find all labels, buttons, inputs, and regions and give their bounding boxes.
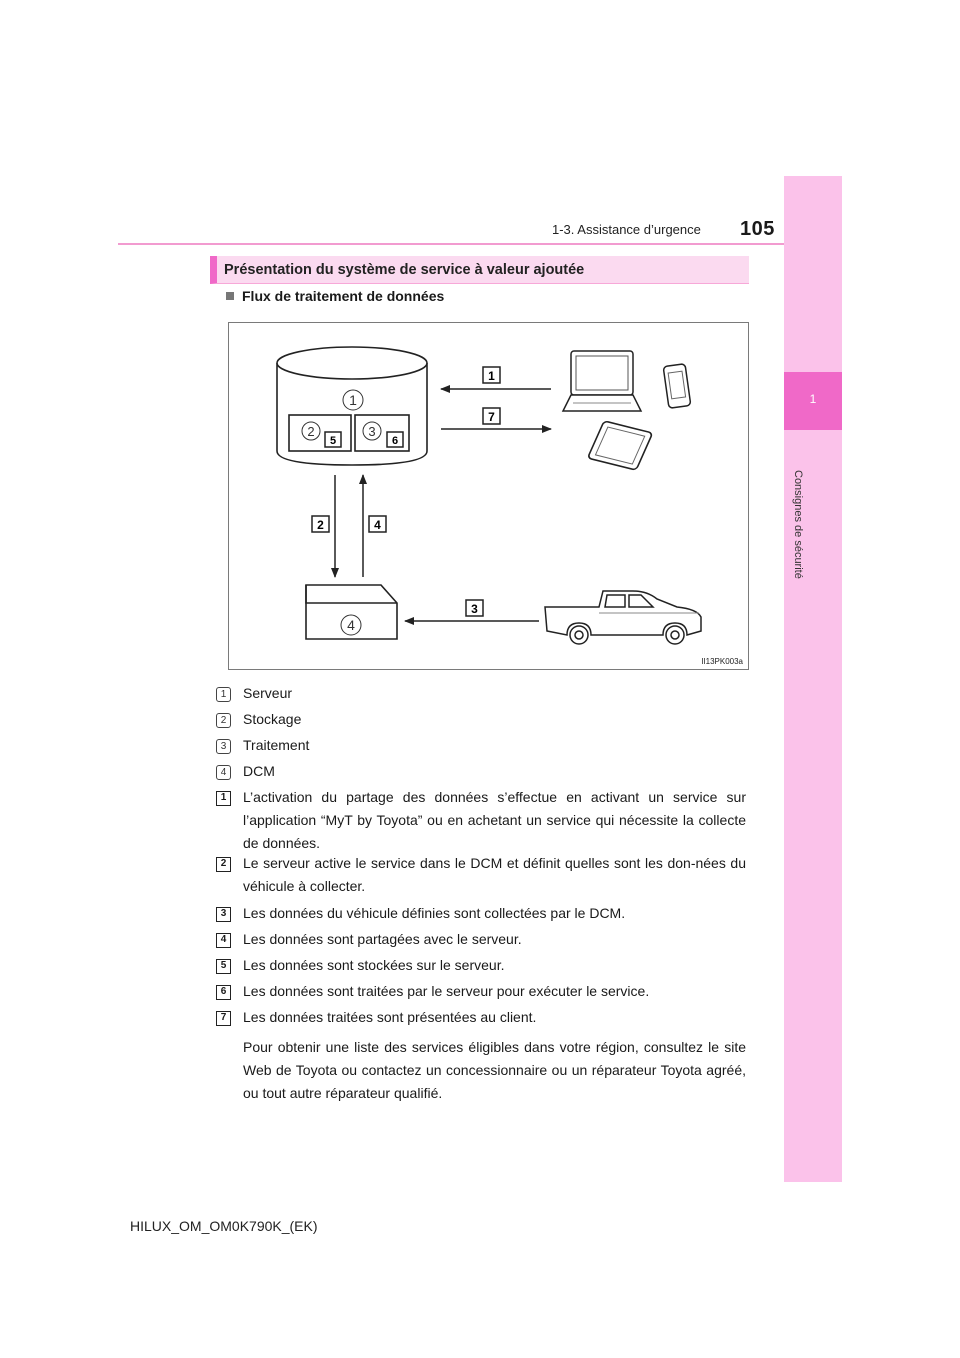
chapter-side-tab [784,176,842,1182]
legend-text: Le serveur active le service dans le DCM et définit quelles sont les don-nées du véhicule à collecter. [243,855,746,894]
legend-marker: 1 [216,687,231,702]
legend-marker: 1 [216,791,231,806]
box-marker-1-label: 1 [488,369,495,383]
legend-text: Les données sont traitées par le serveur pour exécuter le service. [243,983,650,999]
box-marker-6-label: 6 [391,435,399,447]
document-code: HILUX_OM_OM0K790K_(EK) [130,1218,318,1234]
legend-marker: 3 [216,907,231,922]
box-marker-2-label: 2 [317,518,324,532]
box-marker-3 [466,600,483,616]
box-marker-7-label: 7 [488,410,495,424]
legend-text: L’activation du partage des données s’effectue en activant un service sur l’application “MyT by Toyota” ou en achetant un service qui nécessite la collecte de données. [243,789,746,851]
box-marker-7 [483,408,500,424]
legend-text: Traitement [243,737,310,753]
chapter-title [792,470,820,610]
legend-marker: 4 [216,765,231,780]
circle-marker-4-label: 4 [347,617,355,633]
data-flow-diagram-svg [229,323,750,671]
subsection-bullet-icon [226,292,234,300]
legend-marker: 6 [216,985,231,1000]
page-number: 105 [740,218,775,240]
legend-marker: 2 [216,713,231,728]
box-marker-5-label: 5 [329,435,337,447]
storage-box [289,415,351,451]
chapter-title-text: Consignes de sécurité [792,470,804,579]
circle-marker-1 [343,390,363,410]
smartphone-icon [663,364,691,409]
pickup-truck-icon [545,591,701,644]
legend-marker: 3 [216,739,231,754]
box-marker-1 [483,367,500,383]
legend-marker: 4 [216,933,231,948]
tablet-icon [588,421,653,470]
legend-marker: 2 [216,857,231,872]
topic-title: Présentation du système de service à valeur ajoutée [224,262,585,278]
chapter-number: 1 [809,392,817,406]
legend-text: Les données sont stockées sur le serveur. [243,957,505,973]
dcm-module-icon [306,585,397,639]
legend-text: Serveur [243,685,293,701]
box-marker-3-label: 3 [471,602,478,616]
data-flow-diagram [228,322,749,670]
legend-text: Les données sont partagées avec le serveur. [243,931,522,947]
legend-marker: 7 [216,1011,231,1026]
circle-marker-2-label: 2 [307,424,315,439]
legend-text: DCM [243,763,275,779]
box-marker-4-label: 4 [374,518,381,532]
circle-marker-3-label: 3 [368,424,376,439]
box-marker-2 [312,516,329,532]
header-divider [118,243,790,245]
section-label: 1-3. Assistance d’urgence [552,222,701,237]
figure-code: II13PK003a [701,657,743,666]
legend-marker: 5 [216,959,231,974]
footnote-paragraph: Pour obtenir une liste des services éligibles dans votre région, consultez le site Web de Toyota ou contactez un concessionnaire ou un réparateur Toyota agréé, ou tout autre réparateur qualifié. [243,1039,746,1101]
box-marker-4 [369,516,386,532]
processing-box [355,415,409,451]
legend-text: Les données traitées sont présentées au client. [243,1009,537,1025]
legend-text: Les données du véhicule définies sont collectées par le DCM. [243,905,626,921]
subsection-title: Flux de traitement de données [242,288,445,304]
legend-text: Stockage [243,711,302,727]
laptop-icon [563,351,641,411]
circle-marker-1-label: 1 [349,392,357,408]
